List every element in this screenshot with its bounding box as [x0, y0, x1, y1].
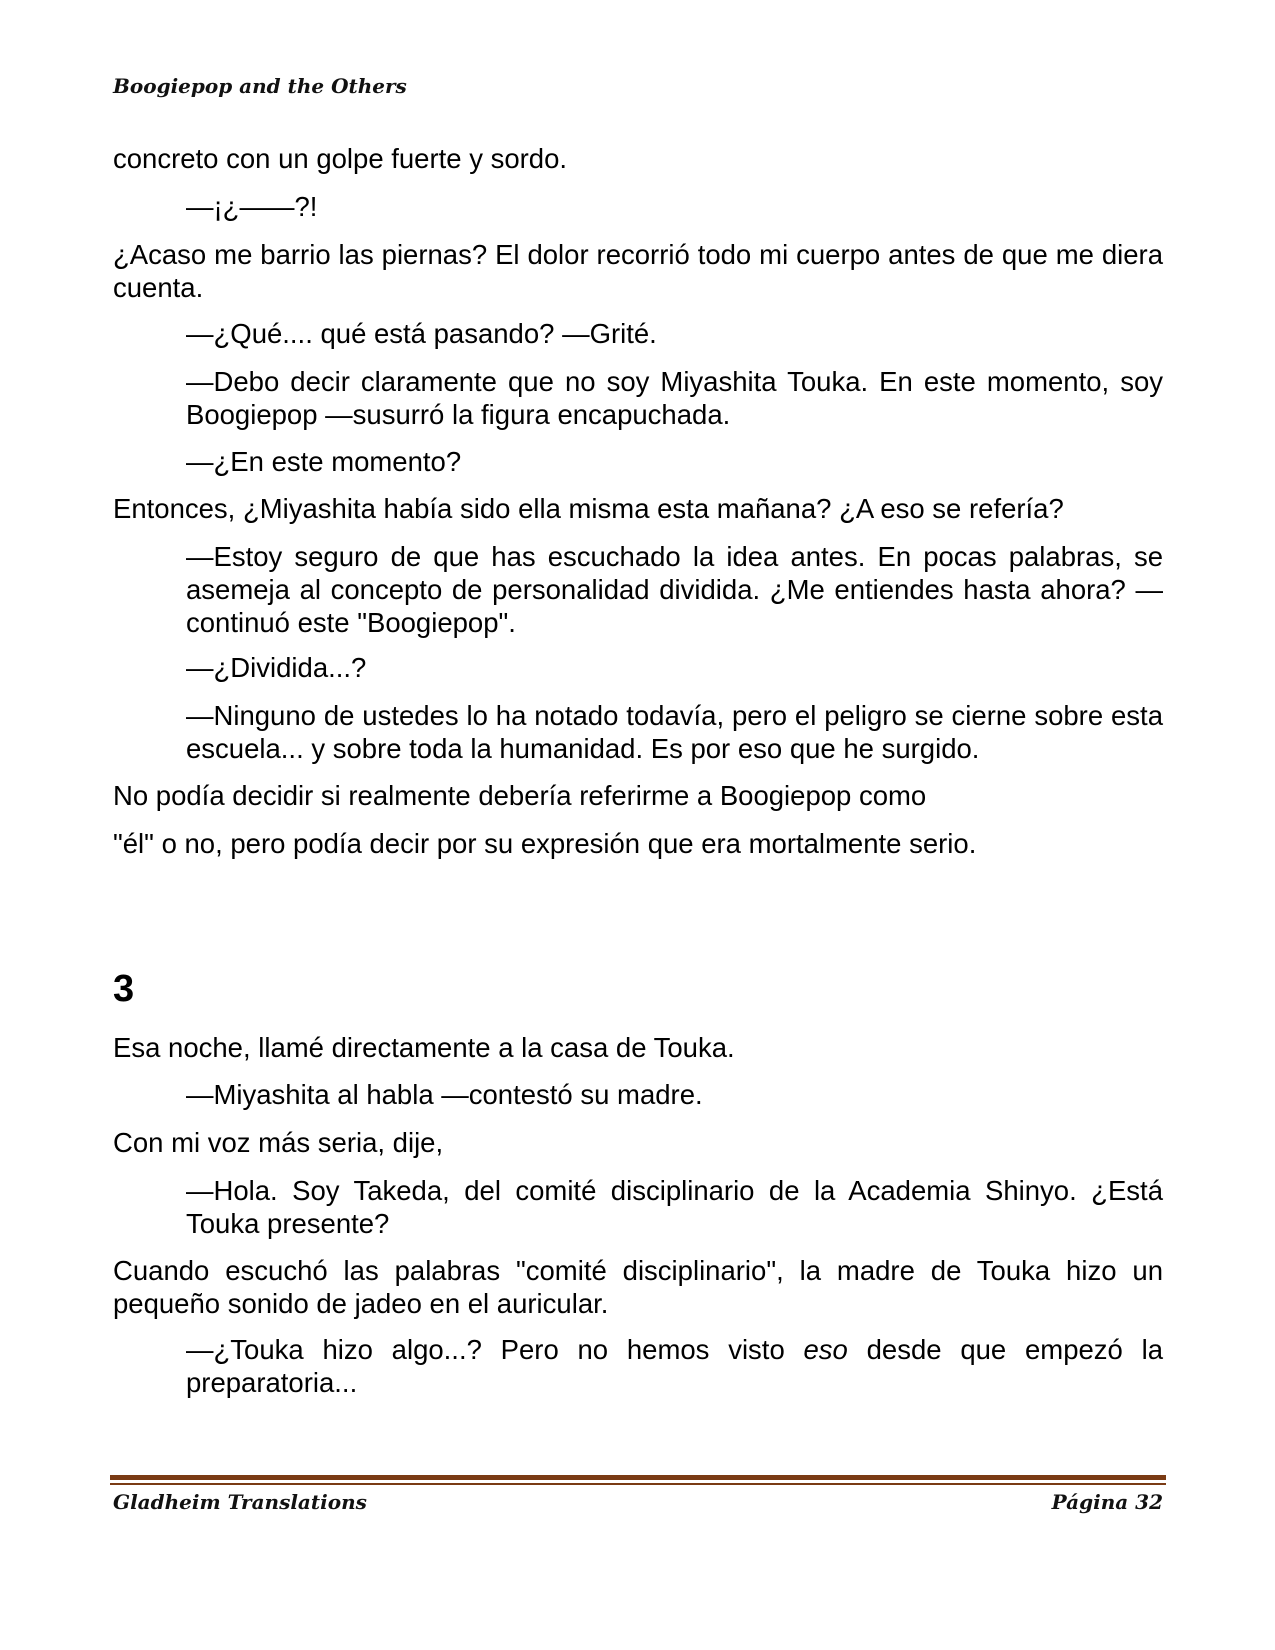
- paragraph: Esa noche, llamé directamente a la casa de Touka.: [113, 1032, 735, 1063]
- paragraph: ¿Acaso me barrio las piernas? El dolor recorrió todo mi cuerpo antes de que me diera cuenta.: [113, 239, 1163, 303]
- footer-page-number: Página 32: [1051, 1490, 1163, 1514]
- footer-rule-thin: [110, 1483, 1166, 1485]
- dialogue-line: —Miyashita al habla —contestó su madre.: [186, 1079, 703, 1110]
- paragraph: Entonces, ¿Miyashita había sido ella misma esta mañana? ¿A eso se refería?: [113, 493, 1064, 524]
- dialogue-line-emphasis: [186, 1333, 1163, 1399]
- dialogue-line: —¿Qué.... qué está pasando? —Grité.: [186, 318, 657, 349]
- paragraph: concreto con un golpe fuerte y sordo.: [113, 143, 568, 174]
- footer-rule-thick: [110, 1475, 1166, 1480]
- dialogue-line: —Debo decir claramente que no soy Miyashita Touka. En este momento, soy Boogiepop —susurró la figura encapuchada.: [186, 366, 1163, 430]
- dialogue-line: —Hola. Soy Takeda, del comité disciplinario de la Academia Shinyo. ¿Está Touka presente?: [186, 1175, 1163, 1239]
- paragraph: "él" o no, pero podía decir por su expresión que era mortalmente serio.: [113, 828, 977, 859]
- dialogue-text: desde que empezó la preparatoria...: [186, 1334, 1163, 1398]
- dialogue-line: —¿En este momento?: [186, 446, 462, 477]
- footer-translator: Gladheim Translations: [113, 1490, 367, 1514]
- dialogue-text: —¿Touka hizo algo...? Pero no hemos visto: [186, 1334, 804, 1365]
- emphasis-word: eso: [803, 1334, 848, 1365]
- paragraph: Cuando escuchó las palabras "comité disciplinario", la madre de Touka hizo un pequeño sonido de jadeo en el auricular.: [113, 1255, 1163, 1319]
- dialogue-line: —Estoy seguro de que has escuchado la idea antes. En pocas palabras, se asemeja al concepto de personalidad dividida. ¿Me entiendes hasta ahora? —continuó este "Boogiepop".: [186, 541, 1163, 638]
- section-heading: 3: [113, 968, 135, 1010]
- dialogue-line: —¿Dividida...?: [186, 652, 367, 683]
- dialogue-line: —Ninguno de ustedes lo ha notado todavía, pero el peligro se cierne sobre esta escuela... y sobre toda la humanidad. Es por eso que he surgido.: [186, 700, 1163, 764]
- paragraph: Con mi voz más seria, dije,: [113, 1127, 444, 1158]
- running-header-title: Boogiepop and the Others: [113, 74, 407, 98]
- dialogue-line: —¡¿——?!: [186, 191, 318, 222]
- paragraph: No podía decidir si realmente debería referirme a Boogiepop como: [113, 780, 927, 811]
